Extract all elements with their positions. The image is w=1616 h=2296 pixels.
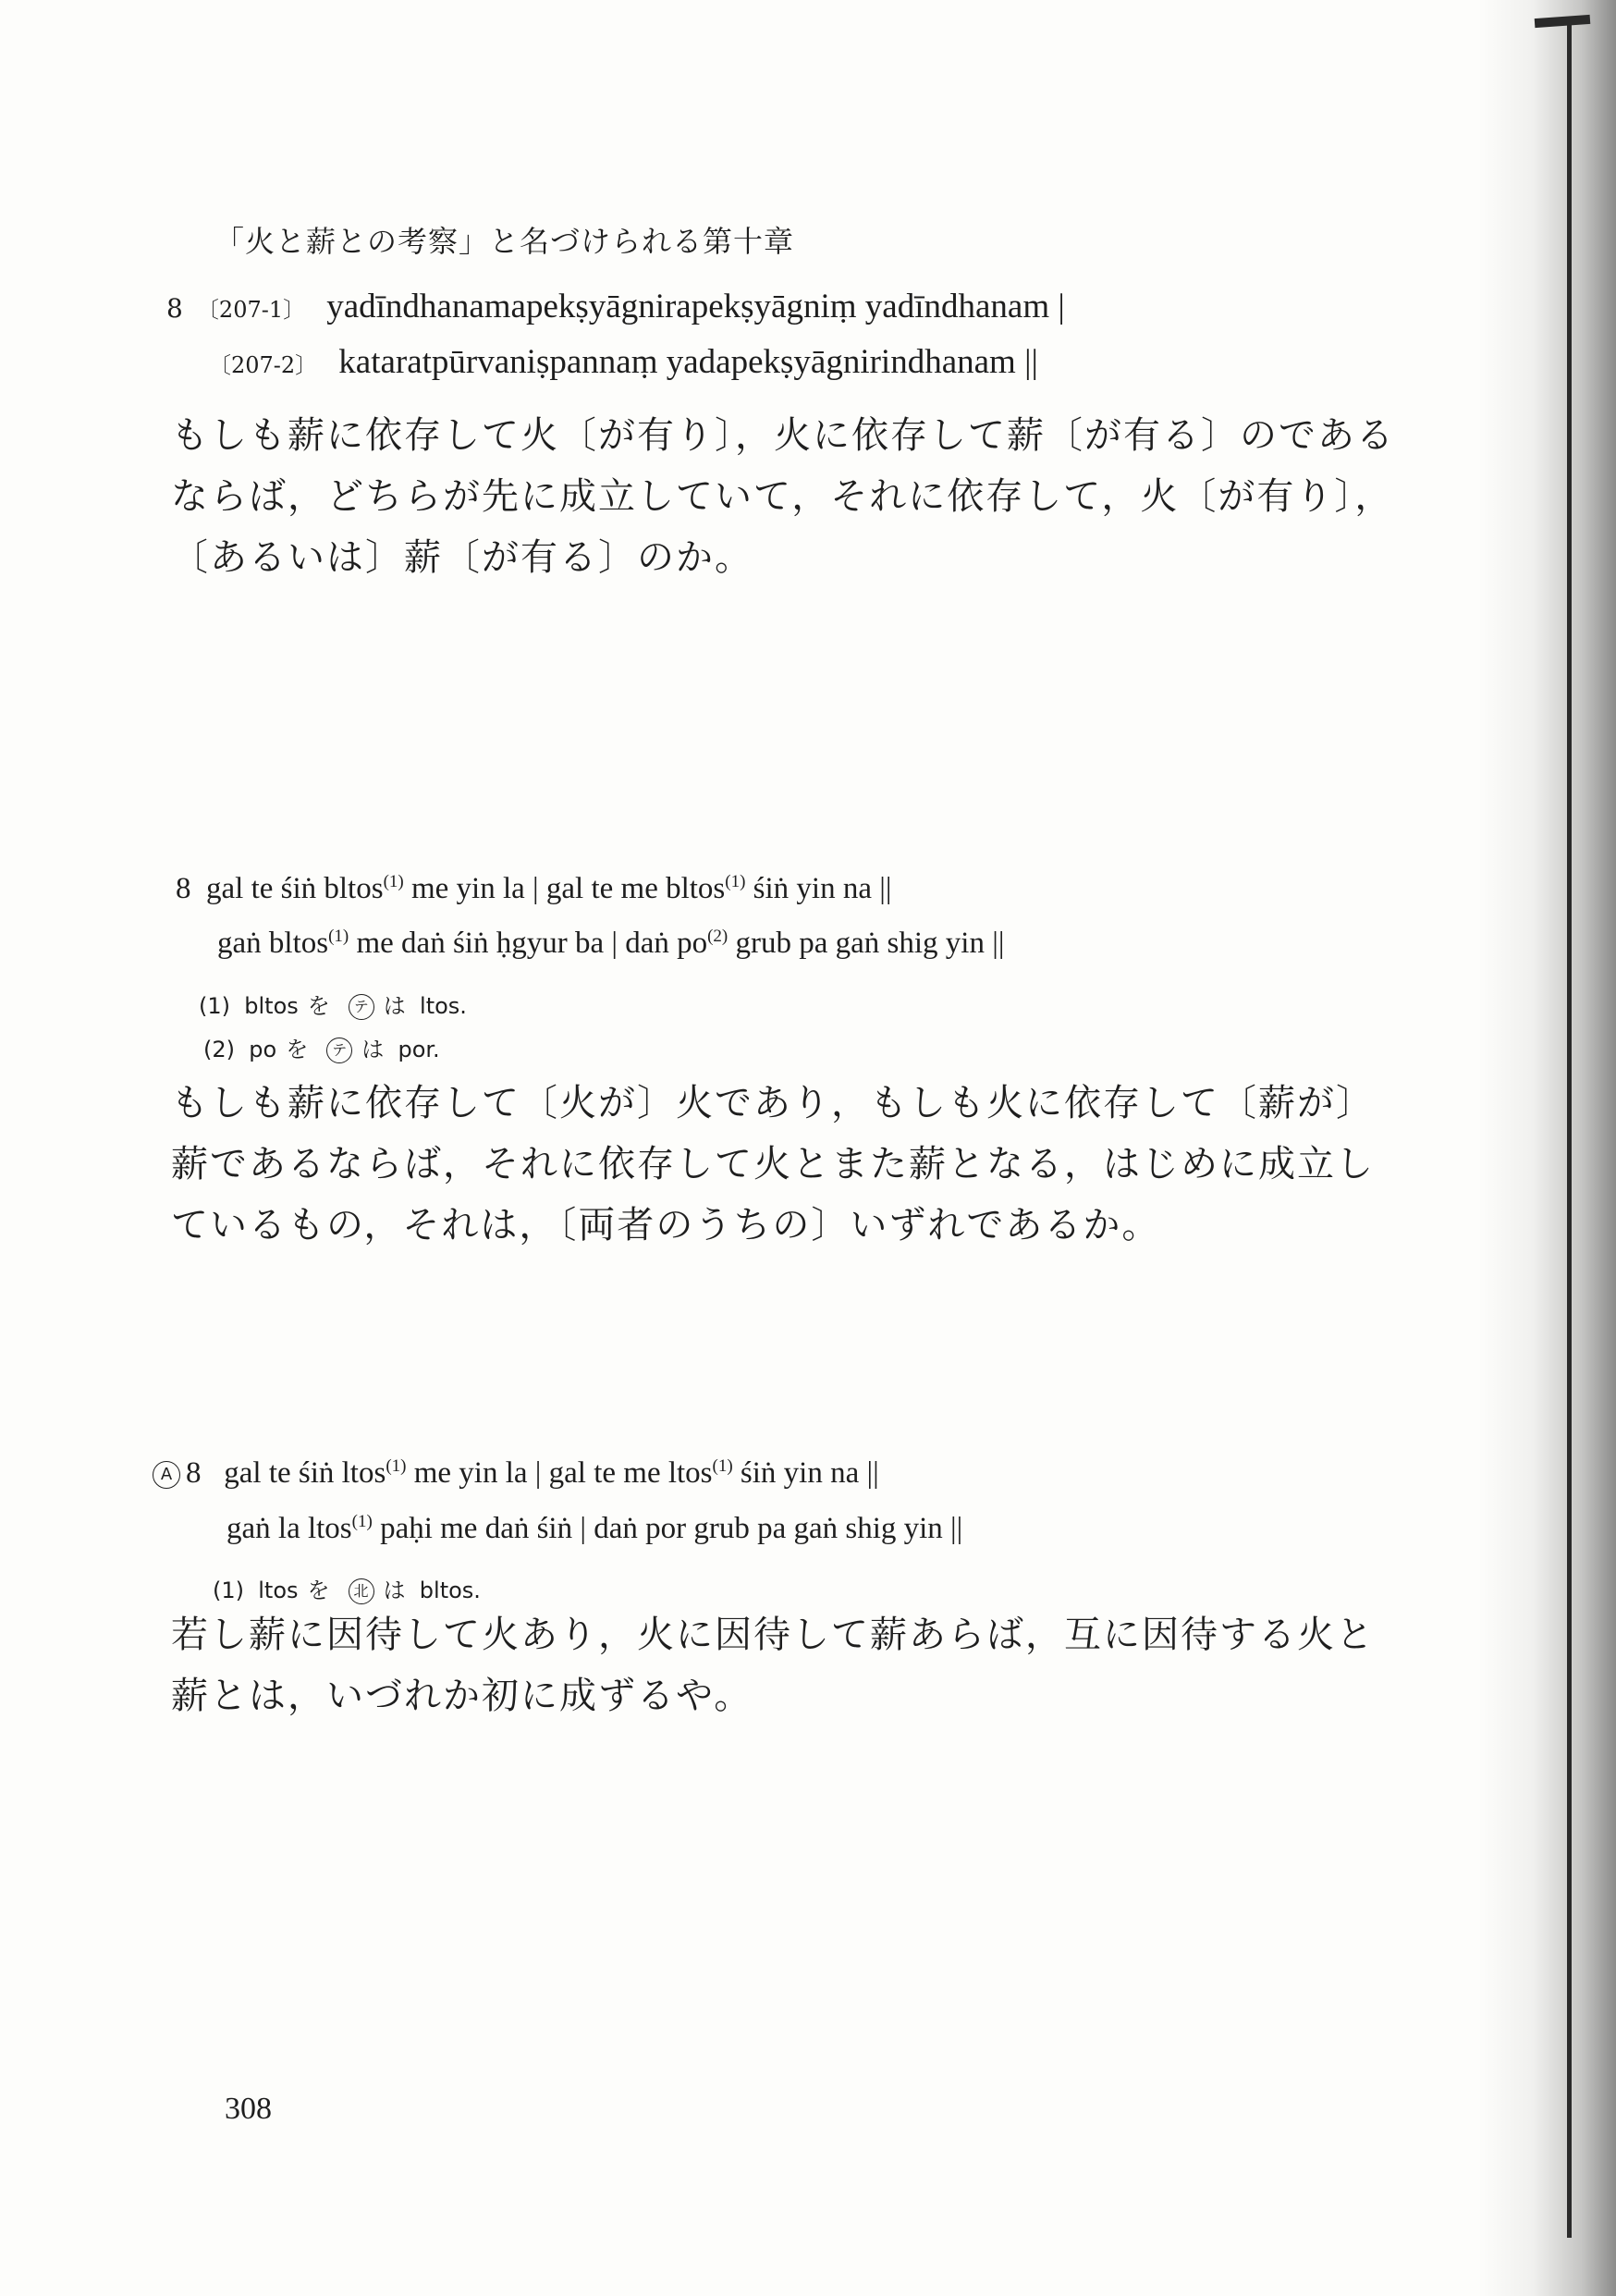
footnote-number: (2) <box>203 1037 235 1062</box>
footnote-number: (1) <box>199 993 230 1019</box>
edition-sigla-icon: テ <box>326 1037 352 1063</box>
footnote-marker: (1) <box>712 1456 733 1476</box>
tibetan-translation: もしも薪に依存して〔火が〕火であり，もしも火に依存して〔薪が〕薪であるならば，それに依存して火とまた薪となる，はじめに成立しているもの，それは，〔両者のうちの〕いずれであるか。 <box>171 1082 1375 1246</box>
verse-number: 8 <box>166 293 183 324</box>
footnote-variant: bltos. <box>419 1578 481 1603</box>
tibetan-text: śiṅ yin na || <box>732 1456 879 1490</box>
tibetan-text: me yin la | gal te me bltos <box>403 872 726 905</box>
footnote-marker: (1) <box>386 1456 407 1476</box>
source-mark-icon: A <box>153 1461 180 1489</box>
tibetan-variant-line-2 <box>226 1512 962 1546</box>
edition-sigla-icon: テ <box>349 994 374 1020</box>
sanskrit-text: kataratpūrvaniṣpannaṃ yadapekṣyāgnirindhanam || <box>338 343 1038 381</box>
verse-reference: 〔207-2〕 <box>209 352 318 378</box>
footnote-word: bltos <box>244 993 299 1019</box>
footnote-3 <box>213 1572 481 1604</box>
footnote-marker: (1) <box>351 1512 373 1531</box>
page-number: 308 <box>225 2092 272 2126</box>
footnote-particle: は <box>383 993 406 1019</box>
tibetan-text: gal te śiṅ bltos <box>206 872 384 905</box>
tibetan-verse-line-2 <box>217 927 1004 961</box>
tibetan-text: gaṅ bltos <box>217 927 329 960</box>
tibetan-text: gal te śiṅ ltos <box>224 1456 386 1490</box>
tibetan-text: paḥi me daṅ śiṅ | daṅ por grub pa gaṅ shig yin || <box>372 1512 963 1545</box>
tibetan-text: śiṅ yin na || <box>745 872 892 905</box>
verse-number: 8 <box>186 1456 202 1490</box>
tibetan-text: me daṅ śiṅ ḥgyur ba | daṅ po <box>349 927 708 960</box>
binding-shadow <box>1477 0 1616 2296</box>
footnote-number: (1) <box>213 1578 244 1603</box>
footnote-variant: por. <box>398 1037 440 1062</box>
footnote-word: po <box>249 1037 277 1062</box>
tibetan-text: gaṅ la ltos <box>226 1512 352 1545</box>
verse-reference: 〔207-1〕 <box>196 297 306 323</box>
sanskrit-translation: もしも薪に依存して火〔が有り〕，火に依存して薪〔が有る〕のであるならば，どちらが先に成立していて，それに依存して，火〔が有り〕，〔あるいは〕薪〔が有る〕のか。 <box>171 414 1395 579</box>
footnote-particle: を <box>286 1037 309 1062</box>
footnote-variant: ltos. <box>420 993 467 1019</box>
tibetan-text: grub pa gaṅ shig yin || <box>728 927 1005 960</box>
verse-number: 8 <box>176 872 191 905</box>
classical-translation: 若し薪に因待して火あり，火に因待して薪あらば，互に因待する火と薪とは，いづれか初に成ずるや。 <box>171 1614 1375 1717</box>
sanskrit-text: yadīndhanamapekṣyāgnirapekṣyāgniṃ yadīndhanam | <box>326 288 1065 325</box>
tibetan-variant-line-1 <box>153 1456 879 1491</box>
footnote-marker: (1) <box>328 927 349 946</box>
tibetan-text: me yin la | gal te me ltos <box>406 1456 713 1490</box>
footnote-particle: を <box>307 1578 330 1603</box>
footnote-word: ltos <box>258 1578 299 1603</box>
binding-edge-line <box>1567 18 1572 2238</box>
footnote-particle: は <box>361 1037 385 1062</box>
tibetan-verse-line-1 <box>176 872 891 906</box>
footnote-particle: を <box>307 993 330 1019</box>
footnote-marker: (1) <box>725 872 746 891</box>
footnote-1 <box>199 988 467 1020</box>
footnote-particle: は <box>383 1578 406 1603</box>
footnote-marker: (1) <box>383 872 404 891</box>
footnote-marker: (2) <box>707 927 728 946</box>
chapter-title: 「火と薪との考察」と名づけられる第十章 <box>214 224 795 259</box>
sanskrit-verse-line-1 <box>166 287 1065 326</box>
edition-sigla-icon: 北 <box>349 1578 374 1604</box>
sanskrit-verse-line-2 <box>209 342 1038 382</box>
footnote-2 <box>203 1031 440 1063</box>
